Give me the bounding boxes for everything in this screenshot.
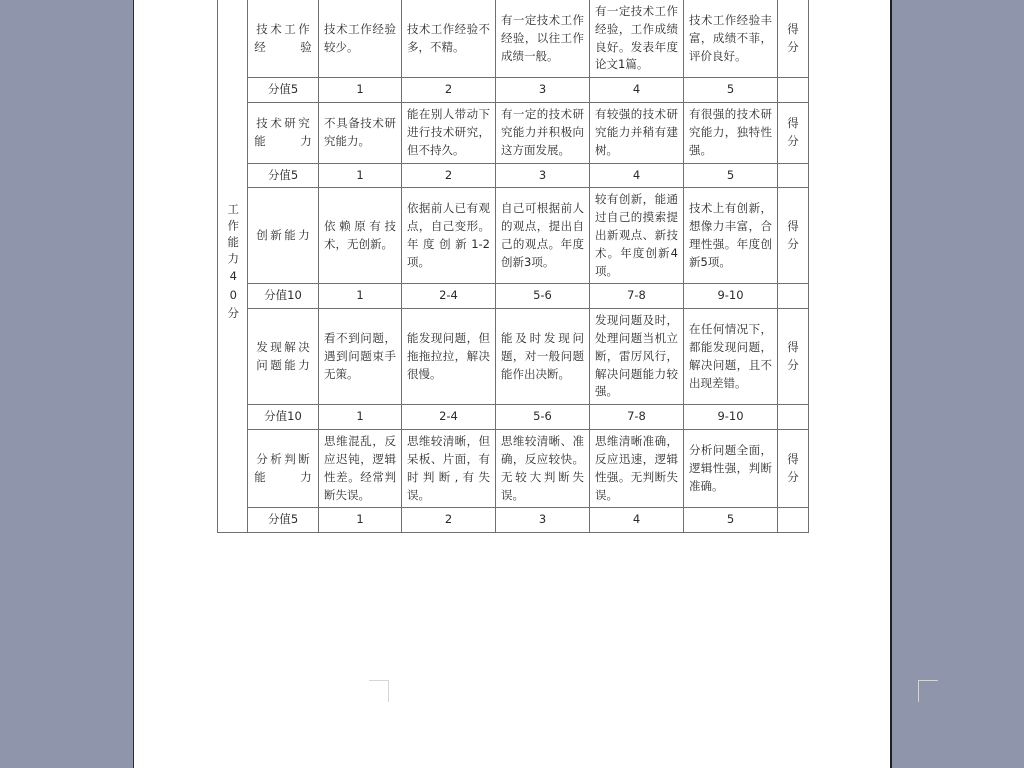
level-5-cell: 技术上有创新，想像力丰富，合理性强。年度创新5项。 bbox=[684, 188, 778, 284]
table-row bbox=[218, 103, 809, 163]
weight-value-cell: 4 bbox=[590, 508, 684, 533]
score-input-cell[interactable] bbox=[778, 284, 809, 309]
weight-value-cell: 7-8 bbox=[590, 405, 684, 430]
weight-value-cell: 1 bbox=[319, 163, 402, 188]
table-row bbox=[218, 188, 809, 284]
level-4-cell: 较有创新，能通过自己的摸索提出新观点、新技术。年度创新4项。 bbox=[590, 188, 684, 284]
score-result-cell[interactable] bbox=[778, 103, 809, 163]
level-1-cell: 不具备技术研究能力。 bbox=[319, 103, 402, 163]
margin-crop-mark-right bbox=[918, 680, 938, 702]
level-4-cell: 有较强的技术研究能力并稍有建树。 bbox=[590, 103, 684, 163]
weight-value-cell: 1 bbox=[319, 78, 402, 103]
weight-value-cell: 5-6 bbox=[496, 405, 590, 430]
weight-label-cell: 分值10 bbox=[248, 284, 319, 309]
weight-value-cell: 5 bbox=[684, 163, 778, 188]
score-result-label: 得分 bbox=[787, 21, 799, 54]
group-label: 工作能力40分 bbox=[226, 202, 241, 324]
weight-value-cell: 3 bbox=[496, 508, 590, 533]
weight-value-cell: 7-8 bbox=[590, 284, 684, 309]
criterion-name-cell bbox=[248, 430, 319, 508]
level-3-cell: 能及时发现问题，对一般问题能作出决断。 bbox=[496, 309, 590, 405]
weight-value-cell: 1 bbox=[319, 405, 402, 430]
level-5-cell: 技术工作经验丰富，成绩不菲，评价良好。 bbox=[684, 0, 778, 78]
level-4-cell: 发现问题及时，处理问题当机立断，雷厉风行，解决问题能力较强。 bbox=[590, 309, 684, 405]
evaluation-table bbox=[217, 0, 809, 533]
level-1-cell: 技术工作经验较少。 bbox=[319, 0, 402, 78]
criterion-name-line: 经 验 bbox=[254, 39, 312, 54]
criterion-name-cell bbox=[248, 309, 319, 405]
criterion-name-line: 能 力 bbox=[254, 469, 312, 484]
level-5-cell: 在任何情况下，都能发现问题，解决问题，且不出现差错。 bbox=[684, 309, 778, 405]
margin-crop-mark-left bbox=[369, 680, 389, 702]
weight-value-cell: 3 bbox=[496, 78, 590, 103]
score-result-label: 得分 bbox=[787, 451, 799, 484]
table-row bbox=[218, 0, 809, 78]
criterion-name-cell bbox=[248, 188, 319, 284]
weight-value-cell: 3 bbox=[496, 163, 590, 188]
score-input-cell[interactable] bbox=[778, 163, 809, 188]
level-5-cell: 分析问题全面，逻辑性强，判断准确。 bbox=[684, 430, 778, 508]
weight-value-cell: 9-10 bbox=[684, 405, 778, 430]
criterion-name-cell bbox=[248, 103, 319, 163]
weight-value-cell: 2-4 bbox=[402, 284, 496, 309]
level-1-cell: 看不到问题，遇到问题束手无策。 bbox=[319, 309, 402, 405]
level-2-cell: 能在别人带动下进行技术研究，但不持久。 bbox=[402, 103, 496, 163]
score-result-label: 得分 bbox=[787, 219, 799, 251]
level-1-cell: 思维混乱，反应迟钝，逻辑性差。经常判断失误。 bbox=[319, 430, 402, 508]
weight-value-cell: 9-10 bbox=[684, 284, 778, 309]
document-page bbox=[133, 0, 892, 768]
level-3-cell: 自己可根据前人的观点，提出自己的观点。年度创新3项。 bbox=[496, 188, 590, 284]
table-row bbox=[218, 309, 809, 405]
level-3-cell: 有一定的技术研究能力并积极向这方面发展。 bbox=[496, 103, 590, 163]
level-5-cell: 有很强的技术研究能力，独特性强。 bbox=[684, 103, 778, 163]
weight-label-cell: 分值5 bbox=[248, 78, 319, 103]
crop-mark-horizontal bbox=[369, 680, 389, 681]
criterion-name-line: 问题能力 bbox=[256, 357, 313, 372]
level-2-cell: 依据前人已有观点，自己变形。年度创新1-2项。 bbox=[402, 188, 496, 284]
criterion-name-cell bbox=[248, 0, 319, 78]
table-row bbox=[218, 163, 809, 188]
criterion-name-line: 能 力 bbox=[254, 133, 312, 148]
score-input-cell[interactable] bbox=[778, 405, 809, 430]
score-input-cell[interactable] bbox=[778, 78, 809, 103]
level-1-cell: 依赖原有技术，无创新。 bbox=[319, 188, 402, 284]
level-2-cell: 思维较清晰，但呆板、片面，有时判断,有失误。 bbox=[402, 430, 496, 508]
score-result-cell[interactable] bbox=[778, 188, 809, 284]
score-result-cell[interactable] bbox=[778, 309, 809, 405]
score-result-cell[interactable] bbox=[778, 430, 809, 508]
evaluation-table-body bbox=[218, 0, 809, 533]
table-row bbox=[218, 508, 809, 533]
crop-mark-vertical bbox=[388, 680, 389, 702]
weight-value-cell: 4 bbox=[590, 163, 684, 188]
level-3-cell: 思维较清晰、准确，反应较快。无较大判断失误。 bbox=[496, 430, 590, 508]
weight-value-cell: 1 bbox=[319, 284, 402, 309]
score-result-cell[interactable] bbox=[778, 0, 809, 78]
group-label-cell bbox=[218, 0, 248, 533]
criterion-name-line: 创新能力 bbox=[256, 227, 313, 242]
level-2-cell: 技术工作经验不多，不精。 bbox=[402, 0, 496, 78]
level-2-cell: 能发现问题，但拖拖拉拉，解决很慢。 bbox=[402, 309, 496, 405]
table-row bbox=[218, 405, 809, 430]
weight-value-cell: 2 bbox=[402, 163, 496, 188]
score-input-cell[interactable] bbox=[778, 508, 809, 533]
criterion-name-line: 分析判断 bbox=[256, 451, 313, 466]
weight-label-cell: 分值5 bbox=[248, 508, 319, 533]
level-3-cell: 有一定技术工作经验，以往工作成绩一般。 bbox=[496, 0, 590, 78]
criterion-name-line: 技术研究 bbox=[256, 115, 313, 130]
weight-value-cell: 5 bbox=[684, 508, 778, 533]
weight-value-cell: 2-4 bbox=[402, 405, 496, 430]
score-result-label: 得分 bbox=[787, 115, 799, 148]
score-result-label: 得分 bbox=[787, 339, 799, 372]
level-4-cell: 思维清晰准确，反应迅速，逻辑性强。无判断失误。 bbox=[590, 430, 684, 508]
weight-value-cell: 2 bbox=[402, 508, 496, 533]
criterion-name-line: 技术工作 bbox=[256, 21, 313, 36]
criterion-name-line: 发现解决 bbox=[256, 339, 313, 354]
level-4-cell: 有一定技术工作经验，工作成绩良好。发表年度论文1篇。 bbox=[590, 0, 684, 78]
crop-mark-horizontal bbox=[918, 680, 938, 681]
table-row bbox=[218, 284, 809, 309]
crop-mark-vertical bbox=[918, 680, 919, 702]
weight-label-cell: 分值5 bbox=[248, 163, 319, 188]
weight-label-cell: 分值10 bbox=[248, 405, 319, 430]
table-row bbox=[218, 78, 809, 103]
table-row bbox=[218, 430, 809, 508]
weight-value-cell: 4 bbox=[590, 78, 684, 103]
weight-value-cell: 1 bbox=[319, 508, 402, 533]
weight-value-cell: 2 bbox=[402, 78, 496, 103]
weight-value-cell: 5 bbox=[684, 78, 778, 103]
weight-value-cell: 5-6 bbox=[496, 284, 590, 309]
